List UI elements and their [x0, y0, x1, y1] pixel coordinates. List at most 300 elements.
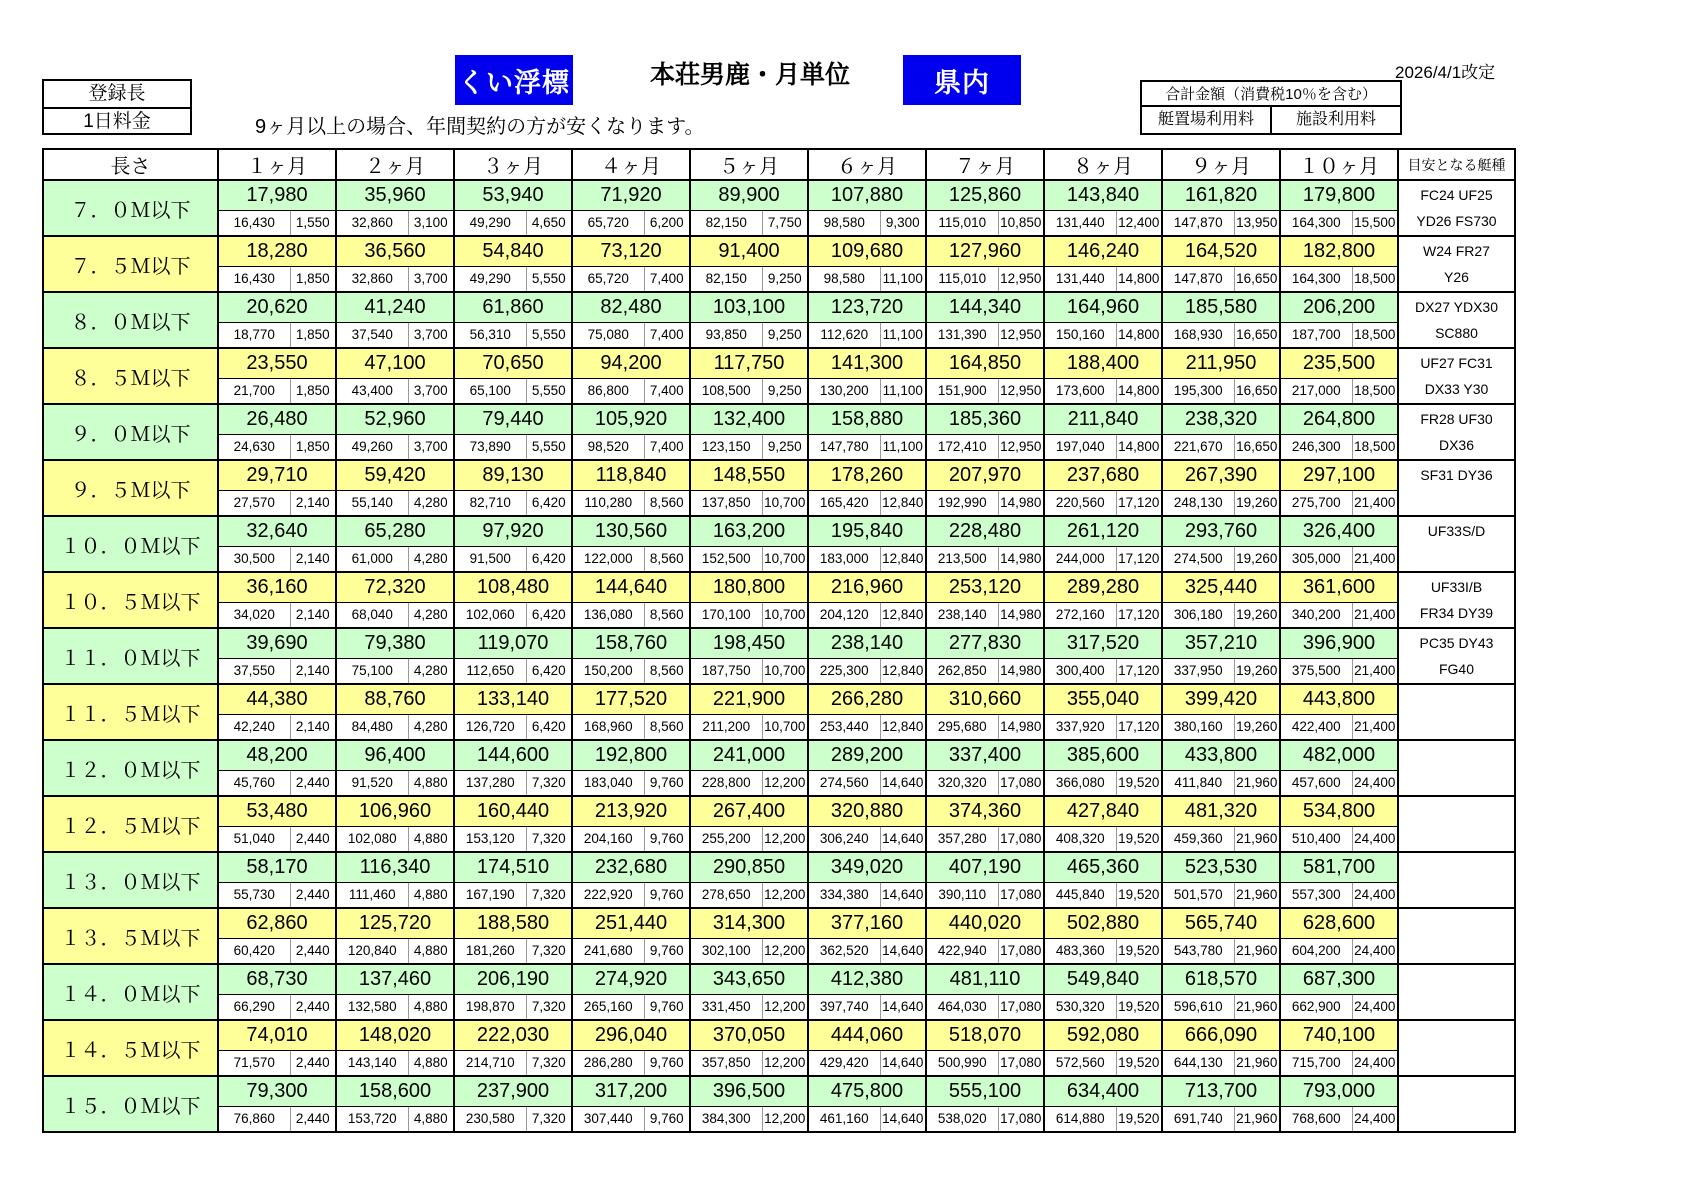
mooring-fee-cell-month-7: 238,140 [926, 602, 998, 628]
facility-fee-cell-month-5: 12,200 [762, 938, 808, 964]
total-cell-month-3: 119,070 [454, 628, 572, 658]
facility-fee-cell-month-6: 12,840 [880, 490, 926, 516]
mooring-fee-cell-month-6: 225,300 [808, 658, 880, 684]
total-cell-month-1: 74,010 [218, 1020, 336, 1050]
facility-fee-cell-month-3: 7,320 [526, 938, 572, 964]
column-header-length: 長さ [43, 149, 218, 180]
mooring-fee-cell-month-1: 37,550 [218, 658, 290, 684]
mooring-fee-cell-month-2: 143,140 [336, 1050, 408, 1076]
facility-fee-cell-month-6: 12,840 [880, 714, 926, 740]
mooring-fee-cell-month-5: 187,750 [690, 658, 762, 684]
table-row-１３．０Ｍ以下 [43, 852, 1515, 882]
total-cell-month-5: 89,900 [690, 180, 808, 210]
total-cell-month-4: 251,440 [572, 908, 690, 938]
facility-fee-cell-month-5: 12,200 [762, 994, 808, 1020]
total-cell-month-6: 377,160 [808, 908, 926, 938]
total-cell-month-5: 148,550 [690, 460, 808, 490]
mooring-fee-cell-month-6: 130,200 [808, 378, 880, 404]
boat-type-line2 [1399, 714, 1514, 739]
facility-fee-cell-month-5: 10,700 [762, 602, 808, 628]
total-cell-month-6: 158,880 [808, 404, 926, 434]
facility-fee-cell-month-1: 2,440 [290, 994, 336, 1020]
facility-fee-cell-month-1: 2,440 [290, 826, 336, 852]
mooring-fee-cell-month-2: 68,040 [336, 602, 408, 628]
mooring-fee-cell-month-1: 51,040 [218, 826, 290, 852]
facility-fee-cell-month-10: 24,400 [1352, 826, 1398, 852]
facility-fee-cell-month-3: 7,320 [526, 826, 572, 852]
mooring-fee-cell-month-3: 82,710 [454, 490, 526, 516]
table-row-１５．０Ｍ以下 [43, 1076, 1515, 1106]
total-cell-month-8: 465,360 [1044, 852, 1162, 882]
mooring-fee-cell-month-4: 110,280 [572, 490, 644, 516]
total-cell-month-3: 79,440 [454, 404, 572, 434]
total-cell-month-10: 206,200 [1280, 292, 1398, 322]
facility-fee-cell-month-5: 9,250 [762, 434, 808, 460]
facility-fee-cell-month-6: 12,840 [880, 546, 926, 572]
boat-type-line1: FC24 UF25 [1420, 187, 1493, 203]
boat-type-line2 [1399, 882, 1514, 907]
facility-fee-cell-month-1: 1,850 [290, 266, 336, 292]
facility-fee-cell-month-8: 17,120 [1116, 714, 1162, 740]
facility-fee-cell-month-10: 21,400 [1352, 490, 1398, 516]
total-cell-month-1: 79,300 [218, 1076, 336, 1106]
total-cell-month-7: 144,340 [926, 292, 1044, 322]
mooring-fee-cell-month-3: 126,720 [454, 714, 526, 740]
total-cell-month-7: 127,960 [926, 236, 1044, 266]
total-cell-month-1: 62,860 [218, 908, 336, 938]
boat-type-line2: DX33 Y30 [1424, 381, 1489, 397]
table-row-９．５Ｍ以下 [43, 460, 1515, 490]
mooring-fee-cell-month-1: 66,290 [218, 994, 290, 1020]
boat-type-line2 [1399, 1106, 1514, 1131]
mooring-fee-cell-month-5: 82,150 [690, 266, 762, 292]
total-cell-month-8: 592,080 [1044, 1020, 1162, 1050]
mooring-fee-cell-month-10: 340,200 [1280, 602, 1352, 628]
revision-date: 2026/4/1改定 [1395, 63, 1496, 82]
mooring-fee-cell-month-7: 151,900 [926, 378, 998, 404]
facility-fee-cell-month-1: 1,850 [290, 322, 336, 348]
mooring-fee-cell-month-10: 246,300 [1280, 434, 1352, 460]
total-cell-month-4: 130,560 [572, 516, 690, 546]
mooring-fee-cell-month-5: 357,850 [690, 1050, 762, 1076]
total-cell-month-10: 687,300 [1280, 964, 1398, 994]
boat-type-line1: FR28 UF30 [1420, 411, 1493, 427]
facility-fee-cell-month-1: 2,140 [290, 602, 336, 628]
total-cell-month-5: 117,750 [690, 348, 808, 378]
mooring-fee-cell-month-10: 510,400 [1280, 826, 1352, 852]
total-cell-month-3: 160,440 [454, 796, 572, 826]
facility-fee-cell-month-10: 24,400 [1352, 938, 1398, 964]
facility-fee-cell-month-1: 2,440 [290, 882, 336, 908]
length-cell: １３．０Ｍ以下 [43, 852, 218, 908]
total-cell-month-10: 482,000 [1280, 740, 1398, 770]
facility-fee-cell-month-8: 19,520 [1116, 1106, 1162, 1132]
boat-type-cell [1398, 1076, 1515, 1132]
total-cell-month-7: 555,100 [926, 1076, 1044, 1106]
facility-fee-cell-month-3: 6,420 [526, 714, 572, 740]
mooring-fee-cell-month-6: 98,580 [808, 266, 880, 292]
table-row-７．５Ｍ以下 [43, 236, 1515, 266]
mooring-fee-cell-month-10: 604,200 [1280, 938, 1352, 964]
mooring-fee-cell-month-2: 132,580 [336, 994, 408, 1020]
facility-fee-cell-month-8: 19,520 [1116, 770, 1162, 796]
facility-fee-cell-month-4: 8,560 [644, 658, 690, 684]
length-cell: ９．５Ｍ以下 [43, 460, 218, 516]
mooring-fee-cell-month-8: 445,840 [1044, 882, 1116, 908]
facility-fee-cell-month-6: 11,100 [880, 378, 926, 404]
facility-fee-cell-month-4: 8,560 [644, 602, 690, 628]
total-cell-month-2: 72,320 [336, 572, 454, 602]
mooring-fee-cell-month-8: 244,000 [1044, 546, 1116, 572]
facility-fee-cell-month-10: 24,400 [1352, 770, 1398, 796]
facility-fee-cell-month-7: 12,950 [998, 434, 1044, 460]
table-subrow-１２．０Ｍ以下 [43, 770, 1515, 796]
mooring-fee-cell-month-3: 230,580 [454, 1106, 526, 1132]
total-cell-month-1: 18,280 [218, 236, 336, 266]
total-cell-month-9: 713,700 [1162, 1076, 1280, 1106]
mooring-fee-cell-month-7: 295,680 [926, 714, 998, 740]
mooring-fee-cell-month-7: 131,390 [926, 322, 998, 348]
facility-fee-cell-month-7: 17,080 [998, 1050, 1044, 1076]
mooring-fee-cell-month-3: 153,120 [454, 826, 526, 852]
mooring-fee-cell-month-6: 334,380 [808, 882, 880, 908]
total-cell-month-6: 195,840 [808, 516, 926, 546]
mooring-fee-cell-month-6: 274,560 [808, 770, 880, 796]
mooring-fee-cell-month-2: 37,540 [336, 322, 408, 348]
boat-type-cell [1398, 236, 1515, 292]
boat-type-cell [1398, 404, 1515, 460]
mooring-fee-cell-month-6: 429,420 [808, 1050, 880, 1076]
facility-fee-cell-month-2: 4,880 [408, 882, 454, 908]
table-subrow-８．０Ｍ以下 [43, 322, 1515, 348]
facility-fee-cell-month-3: 7,320 [526, 882, 572, 908]
mooring-fee-cell-month-6: 183,000 [808, 546, 880, 572]
column-header-month-9: ９ヶ月 [1162, 149, 1280, 180]
facility-fee-cell-month-9: 16,650 [1234, 434, 1280, 460]
table-row-１４．５Ｍ以下 [43, 1020, 1515, 1050]
total-cell-month-10: 740,100 [1280, 1020, 1398, 1050]
facility-fee-cell-month-6: 11,100 [880, 322, 926, 348]
length-cell: ７．０Ｍ以下 [43, 180, 218, 236]
facility-fee-cell-month-6: 12,840 [880, 658, 926, 684]
mooring-fee-cell-month-6: 204,120 [808, 602, 880, 628]
total-cell-month-9: 565,740 [1162, 908, 1280, 938]
facility-fee-cell-month-6: 14,640 [880, 770, 926, 796]
page-title: 本荘男鹿・月単位 [649, 61, 850, 89]
table-row-１２．５Ｍ以下 [43, 796, 1515, 826]
total-cell-month-2: 36,560 [336, 236, 454, 266]
total-cell-month-6: 178,260 [808, 460, 926, 490]
facility-fee-cell-month-10: 18,500 [1352, 266, 1398, 292]
total-cell-month-6: 349,020 [808, 852, 926, 882]
facility-fee-cell-month-2: 3,700 [408, 434, 454, 460]
facility-fee-cell-month-10: 24,400 [1352, 1050, 1398, 1076]
table-row-１２．０Ｍ以下 [43, 740, 1515, 770]
table-subrow-１２．５Ｍ以下 [43, 826, 1515, 852]
facility-fee-cell-month-4: 6,200 [644, 210, 690, 236]
total-cell-month-2: 47,100 [336, 348, 454, 378]
total-cell-month-7: 277,830 [926, 628, 1044, 658]
mooring-fee-cell-month-7: 500,990 [926, 1050, 998, 1076]
mooring-fee-cell-month-8: 272,160 [1044, 602, 1116, 628]
mooring-fee-cell-month-6: 165,420 [808, 490, 880, 516]
mooring-fee-cell-month-2: 61,000 [336, 546, 408, 572]
mooring-fee-cell-month-1: 24,630 [218, 434, 290, 460]
facility-fee-cell-month-7: 14,980 [998, 490, 1044, 516]
mooring-fee-cell-month-4: 98,520 [572, 434, 644, 460]
total-cell-month-9: 325,440 [1162, 572, 1280, 602]
length-cell: ７．５Ｍ以下 [43, 236, 218, 292]
facility-fee-cell-month-2: 4,880 [408, 994, 454, 1020]
facility-fee-cell-month-1: 1,850 [290, 378, 336, 404]
mooring-fee-cell-month-9: 195,300 [1162, 378, 1234, 404]
mooring-fee-cell-month-9: 337,950 [1162, 658, 1234, 684]
legend-mooring-label: 艇置場利用料 [1157, 111, 1254, 128]
boat-type-line1 [1399, 965, 1514, 994]
mooring-fee-cell-month-8: 197,040 [1044, 434, 1116, 460]
mooring-fee-cell-month-4: 265,160 [572, 994, 644, 1020]
table-row-１０．０Ｍ以下 [43, 516, 1515, 546]
mooring-fee-cell-month-7: 115,010 [926, 210, 998, 236]
table-row-１１．０Ｍ以下 [43, 628, 1515, 658]
length-cell: ９．０Ｍ以下 [43, 404, 218, 460]
registration-box [42, 79, 192, 135]
mooring-fee-cell-month-10: 375,500 [1280, 658, 1352, 684]
facility-fee-cell-month-1: 2,140 [290, 546, 336, 572]
total-cell-month-6: 123,720 [808, 292, 926, 322]
table-row-１１．５Ｍ以下 [43, 684, 1515, 714]
total-cell-month-10: 443,800 [1280, 684, 1398, 714]
facility-fee-cell-month-9: 21,960 [1234, 770, 1280, 796]
facility-fee-cell-month-10: 18,500 [1352, 434, 1398, 460]
table-subrow-９．０Ｍ以下 [43, 434, 1515, 460]
mooring-fee-cell-month-3: 102,060 [454, 602, 526, 628]
mooring-fee-cell-month-9: 147,870 [1162, 266, 1234, 292]
facility-fee-cell-month-3: 6,420 [526, 546, 572, 572]
facility-fee-cell-month-9: 19,260 [1234, 714, 1280, 740]
column-header-month-5: ５ヶ月 [690, 149, 808, 180]
total-cell-month-5: 267,400 [690, 796, 808, 826]
facility-fee-cell-month-4: 8,560 [644, 546, 690, 572]
mooring-fee-cell-month-1: 71,570 [218, 1050, 290, 1076]
table-subrow-８．５Ｍ以下 [43, 378, 1515, 404]
total-cell-month-2: 41,240 [336, 292, 454, 322]
total-cell-month-7: 253,120 [926, 572, 1044, 602]
total-cell-month-5: 103,100 [690, 292, 808, 322]
total-cell-month-1: 58,170 [218, 852, 336, 882]
total-cell-month-3: 133,140 [454, 684, 572, 714]
facility-fee-cell-month-3: 6,420 [526, 490, 572, 516]
total-cell-month-10: 179,800 [1280, 180, 1398, 210]
facility-fee-cell-month-2: 4,280 [408, 490, 454, 516]
facility-fee-cell-month-6: 11,100 [880, 266, 926, 292]
total-cell-month-6: 412,380 [808, 964, 926, 994]
total-cell-month-8: 188,400 [1044, 348, 1162, 378]
mooring-fee-cell-month-5: 302,100 [690, 938, 762, 964]
boat-type-cell [1398, 852, 1515, 908]
total-cell-month-3: 89,130 [454, 460, 572, 490]
facility-fee-cell-month-10: 15,500 [1352, 210, 1398, 236]
boat-type-line1: PC35 DY43 [1419, 635, 1494, 651]
total-cell-month-8: 211,840 [1044, 404, 1162, 434]
mooring-fee-cell-month-2: 49,260 [336, 434, 408, 460]
total-cell-month-5: 241,000 [690, 740, 808, 770]
total-cell-month-7: 185,360 [926, 404, 1044, 434]
column-header-month-2: ２ヶ月 [336, 149, 454, 180]
table-header-row [43, 149, 1515, 180]
facility-fee-cell-month-1: 1,850 [290, 434, 336, 460]
facility-fee-cell-month-7: 12,950 [998, 322, 1044, 348]
length-cell: １０．５Ｍ以下 [43, 572, 218, 628]
mooring-fee-cell-month-4: 204,160 [572, 826, 644, 852]
boat-type-line2: FG40 [1438, 661, 1474, 677]
mooring-fee-cell-month-9: 459,360 [1162, 826, 1234, 852]
total-cell-month-5: 343,650 [690, 964, 808, 994]
boat-type-cell [1398, 180, 1515, 236]
facility-fee-cell-month-5: 12,200 [762, 770, 808, 796]
facility-fee-cell-month-5: 7,750 [762, 210, 808, 236]
table-subrow-７．５Ｍ以下 [43, 266, 1515, 292]
total-cell-month-4: 73,120 [572, 236, 690, 266]
facility-fee-cell-month-9: 16,650 [1234, 378, 1280, 404]
facility-fee-cell-month-2: 4,880 [408, 1106, 454, 1132]
column-header-month-4: ４ヶ月 [572, 149, 690, 180]
mooring-fee-cell-month-4: 122,000 [572, 546, 644, 572]
registered-length-label: 登録長 [88, 83, 146, 104]
total-cell-month-7: 207,970 [926, 460, 1044, 490]
boat-type-line2 [1399, 994, 1514, 1019]
total-cell-month-5: 163,200 [690, 516, 808, 546]
mooring-fee-cell-month-10: 187,700 [1280, 322, 1352, 348]
facility-fee-cell-month-1: 2,440 [290, 770, 336, 796]
facility-fee-cell-month-4: 9,760 [644, 1106, 690, 1132]
total-cell-month-8: 317,520 [1044, 628, 1162, 658]
total-cell-month-1: 23,550 [218, 348, 336, 378]
total-cell-month-2: 106,960 [336, 796, 454, 826]
mooring-fee-cell-month-1: 21,700 [218, 378, 290, 404]
mooring-fee-cell-month-8: 131,440 [1044, 266, 1116, 292]
total-cell-month-8: 289,280 [1044, 572, 1162, 602]
mooring-fee-cell-month-8: 150,160 [1044, 322, 1116, 348]
column-header-month-10: １０ヶ月 [1280, 149, 1398, 180]
facility-fee-cell-month-4: 8,560 [644, 490, 690, 516]
mooring-fee-cell-month-7: 192,990 [926, 490, 998, 516]
length-cell: １１．０Ｍ以下 [43, 628, 218, 684]
mooring-fee-cell-month-2: 75,100 [336, 658, 408, 684]
total-cell-month-1: 68,730 [218, 964, 336, 994]
total-cell-month-6: 141,300 [808, 348, 926, 378]
table-subrow-１０．０Ｍ以下 [43, 546, 1515, 572]
total-cell-month-3: 206,190 [454, 964, 572, 994]
total-cell-month-3: 188,580 [454, 908, 572, 938]
total-cell-month-8: 164,960 [1044, 292, 1162, 322]
mooring-fee-cell-month-8: 483,360 [1044, 938, 1116, 964]
total-cell-month-10: 628,600 [1280, 908, 1398, 938]
boat-type-line1 [1399, 741, 1514, 770]
mooring-fee-cell-month-1: 30,500 [218, 546, 290, 572]
mooring-fee-cell-month-1: 45,760 [218, 770, 290, 796]
total-cell-month-4: 82,480 [572, 292, 690, 322]
boat-type-cell [1398, 628, 1515, 684]
facility-fee-cell-month-9: 19,260 [1234, 658, 1280, 684]
mooring-fee-cell-month-5: 228,800 [690, 770, 762, 796]
mooring-fee-cell-month-9: 221,670 [1162, 434, 1234, 460]
mooring-fee-cell-month-3: 181,260 [454, 938, 526, 964]
total-cell-month-2: 125,720 [336, 908, 454, 938]
mooring-fee-cell-month-2: 55,140 [336, 490, 408, 516]
table-subrow-１３．５Ｍ以下 [43, 938, 1515, 964]
total-cell-month-1: 44,380 [218, 684, 336, 714]
total-cell-month-1: 26,480 [218, 404, 336, 434]
facility-fee-cell-month-4: 9,760 [644, 770, 690, 796]
mooring-fee-cell-month-9: 596,610 [1162, 994, 1234, 1020]
mooring-fee-cell-month-3: 56,310 [454, 322, 526, 348]
mooring-fee-cell-month-2: 153,720 [336, 1106, 408, 1132]
facility-fee-cell-month-6: 11,100 [880, 434, 926, 460]
facility-fee-cell-month-3: 6,420 [526, 602, 572, 628]
boat-type-cell [1398, 1020, 1515, 1076]
facility-fee-cell-month-2: 4,280 [408, 714, 454, 740]
total-cell-month-5: 132,400 [690, 404, 808, 434]
mooring-fee-cell-month-5: 278,650 [690, 882, 762, 908]
mooring-fee-cell-month-7: 357,280 [926, 826, 998, 852]
facility-fee-cell-month-8: 19,520 [1116, 826, 1162, 852]
mooring-fee-cell-month-6: 112,620 [808, 322, 880, 348]
mooring-fee-cell-month-3: 214,710 [454, 1050, 526, 1076]
total-cell-month-8: 634,400 [1044, 1076, 1162, 1106]
facility-fee-cell-month-7: 17,080 [998, 826, 1044, 852]
mooring-fee-cell-month-8: 572,560 [1044, 1050, 1116, 1076]
total-cell-month-3: 97,920 [454, 516, 572, 546]
facility-fee-cell-month-5: 10,700 [762, 490, 808, 516]
total-cell-month-7: 228,480 [926, 516, 1044, 546]
mooring-fee-cell-month-5: 331,450 [690, 994, 762, 1020]
boat-type-cell [1398, 460, 1515, 516]
total-cell-month-8: 502,880 [1044, 908, 1162, 938]
daily-fee-label: 1日料金 [44, 107, 190, 133]
mooring-fee-cell-month-3: 112,650 [454, 658, 526, 684]
total-cell-month-2: 35,960 [336, 180, 454, 210]
total-cell-month-3: 54,840 [454, 236, 572, 266]
total-cell-month-1: 32,640 [218, 516, 336, 546]
mooring-fee-cell-month-2: 102,080 [336, 826, 408, 852]
facility-fee-cell-month-7: 14,980 [998, 602, 1044, 628]
facility-fee-cell-month-2: 3,700 [408, 322, 454, 348]
mooring-fee-cell-month-1: 16,430 [218, 266, 290, 292]
prefecture-badge: 県内 [903, 55, 1021, 105]
facility-fee-cell-month-6: 14,640 [880, 1050, 926, 1076]
mooring-fee-cell-month-1: 16,430 [218, 210, 290, 236]
mooring-fee-cell-month-2: 91,520 [336, 770, 408, 796]
facility-fee-cell-month-1: 2,140 [290, 490, 336, 516]
facility-fee-cell-month-8: 12,400 [1116, 210, 1162, 236]
total-cell-month-9: 357,210 [1162, 628, 1280, 658]
mooring-fee-cell-month-4: 307,440 [572, 1106, 644, 1132]
total-cell-month-6: 216,960 [808, 572, 926, 602]
total-cell-month-1: 17,980 [218, 180, 336, 210]
facility-fee-cell-month-6: 14,640 [880, 938, 926, 964]
facility-fee-cell-month-4: 9,760 [644, 882, 690, 908]
total-cell-month-9: 618,570 [1162, 964, 1280, 994]
total-cell-month-6: 107,880 [808, 180, 926, 210]
boat-type-cell [1398, 572, 1515, 628]
total-cell-month-1: 53,480 [218, 796, 336, 826]
total-cell-month-9: 433,800 [1162, 740, 1280, 770]
facility-fee-cell-month-5: 12,200 [762, 1050, 808, 1076]
facility-fee-cell-month-3: 5,550 [526, 434, 572, 460]
boat-type-line1 [1399, 797, 1514, 826]
table-subrow-１１．５Ｍ以下 [43, 714, 1515, 740]
